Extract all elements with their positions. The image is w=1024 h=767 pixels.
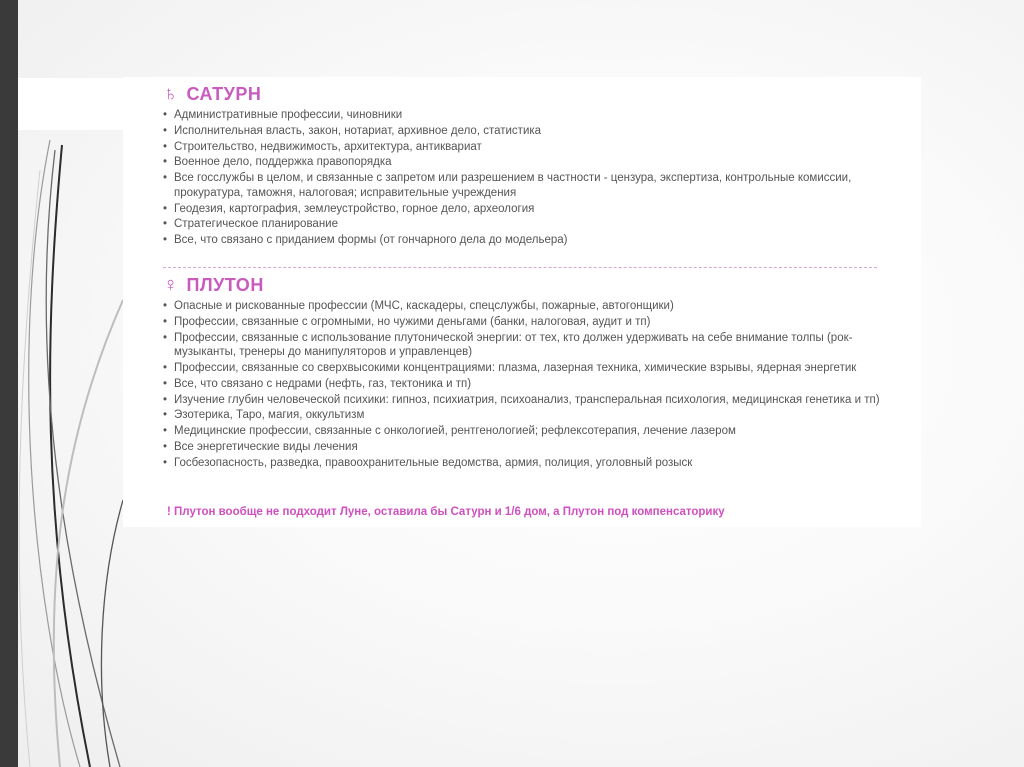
list-item: • Все, что связано с приданием формы (от гончарного дела до модельера) <box>163 233 903 248</box>
pluto-heading <box>163 274 264 297</box>
list-item: • Исполнительная власть, закон, нотариат, архивное дело, статистика <box>163 124 903 139</box>
content-card <box>123 77 921 527</box>
saturn-heading <box>163 83 261 106</box>
list-item: • Госбезопасность, разведка, правоохранительные ведомства, армия, полиция, уголовный розыск <box>163 456 903 471</box>
saturn-symbol-icon: ♄ <box>163 83 179 105</box>
list-item: • Все госслужбы в целом, и связанные с запретом или разрешением в частности - цензура, экспертиза, контрольные комиссии, прокуратура, таможня, налоговая; исправительные учреждения <box>163 171 903 200</box>
list-item: • Профессии, связанные со сверхвысокими концентрациями: плазма, лазерная техника, химические взрывы, ядерная энергетик <box>163 361 903 376</box>
pluto-symbol-icon: ♀ <box>163 274 179 296</box>
list-item: • Административные профессии, чиновники <box>163 108 903 123</box>
list-item: • Опасные и рискованные профессии (МЧС, каскадеры, спецслужбы, пожарные, автогонщики) <box>163 299 903 314</box>
list-item: • Изучение глубин человеческой психики: гипноз, психиатрия, психоанализ, трансперальная психология, медицинская генетика и тп) <box>163 393 903 408</box>
list-item: • Профессии, связанные с использование плутонической энергии: от тех, кто должен удерживать на себе внимание толпы (рок-музыканты, тренеры до манипуляторов и управленцев) <box>163 331 903 360</box>
warning-note: ! Плутон вообще не подходит Луне, оставила бы Сатурн и 1/6 дом, а Плутон под компенсаторику <box>167 506 725 518</box>
saturn-list <box>163 108 903 249</box>
list-item: • Эзотерика, Таро, магия, оккультизм <box>163 408 903 423</box>
pluto-title: ПЛУТОН <box>186 275 264 295</box>
pluto-list <box>163 299 903 471</box>
list-item: • Военное дело, поддержка правопорядка <box>163 155 903 170</box>
list-item: • Стратегическое планирование <box>163 217 903 232</box>
list-item: • Геодезия, картография, землеустройство, горное дело, археология <box>163 202 903 217</box>
list-item: • Профессии, связанные с огромными, но чужими деньгами (банки, налоговая, аудит и тп) <box>163 315 903 330</box>
saturn-title: САТУРН <box>186 84 262 104</box>
list-item: • Все энергетические виды лечения <box>163 440 903 455</box>
list-item: • Строительство, недвижимость, архитектура, антиквариат <box>163 140 903 155</box>
list-item: • Медицинские профессии, связанные с онкологией, рентгенологией; рефлексотерапия, лечение лазером <box>163 424 903 439</box>
list-item: • Все, что связано с недрами (нефть, газ, тектоника и тп) <box>163 377 903 392</box>
section-divider <box>163 267 877 268</box>
